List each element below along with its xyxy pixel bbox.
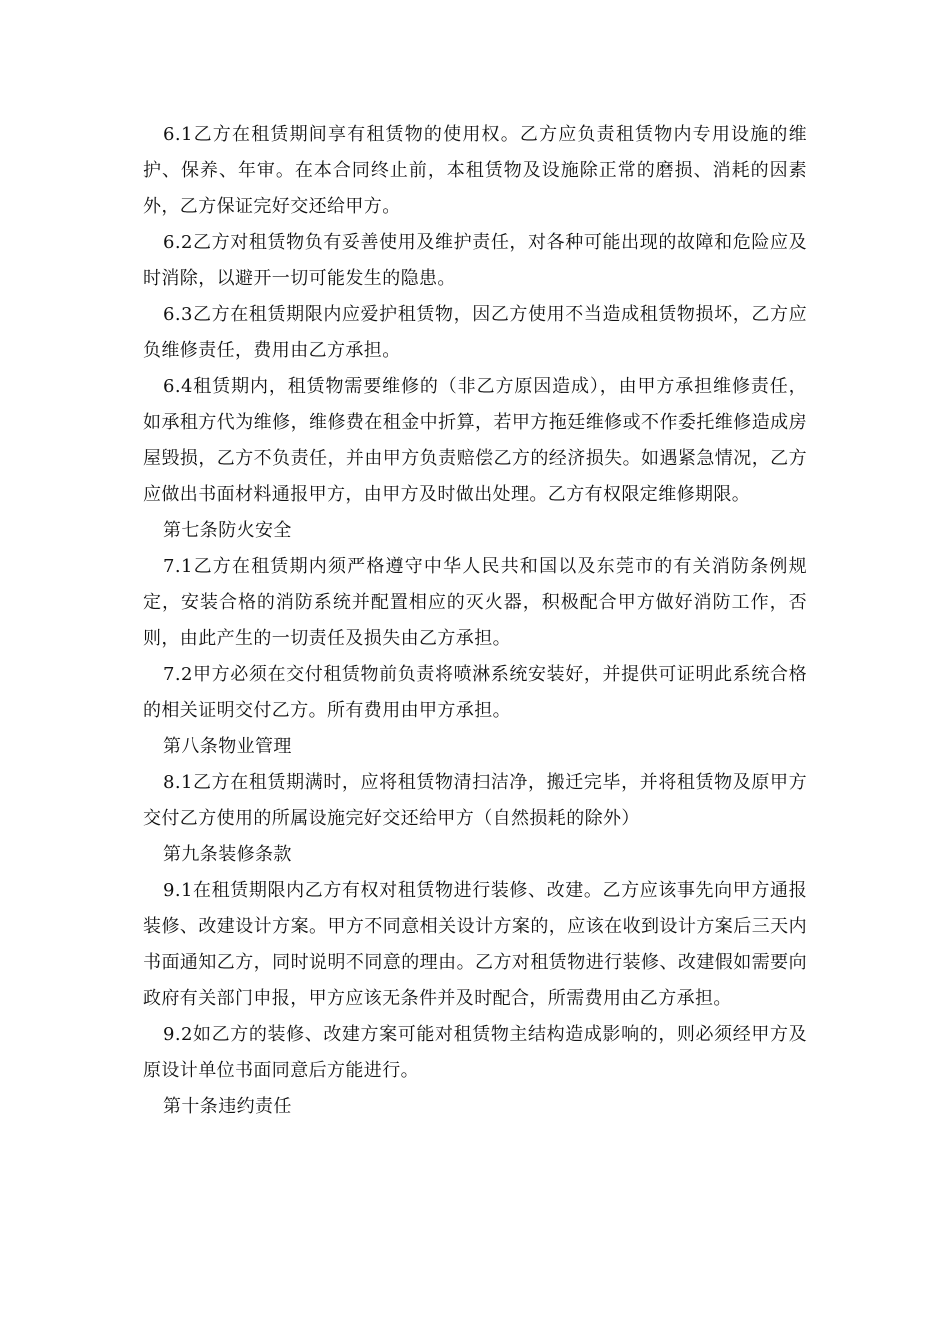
clause-6-2: 6.2乙方对租赁物负有妥善使用及维护责任，对各种可能出现的故障和危险应及时消除，以避开一切可能发生的隐患。 (143, 232, 807, 289)
clause-7-2: 7.2甲方必须在交付租赁物前负责将喷淋系统安装好，并提供可证明此系统合格的相关证明交付乙方。所有费用由甲方承担。 (143, 664, 807, 721)
clause-8-1: 8.1乙方在租赁期满时，应将租赁物清扫洁净，搬迁完毕，并将租赁物及原甲方交付乙方使用的所属设施完好交还给甲方（自然损耗的除外） (143, 772, 807, 829)
clause-9-1: 9.1在租赁期限内乙方有权对租赁物进行装修、改建。乙方应该事先向甲方通报装修、改建设计方案。甲方不同意相关设计方案的，应该在收到设计方案后三天内书面通知乙方，同时说明不同意的理由。乙方对租赁物进行装修、改建假如需要向政府有关部门申报，甲方应该无条件并及时配合，所需费用由乙方承担。 (143, 880, 807, 1009)
article-9-heading: 第九条装修条款 (163, 844, 292, 865)
clause-7-1: 7.1乙方在租赁期内须严格遵守中华人民共和国以及东莞市的有关消防条例规定，安装合格的消防系统并配置相应的灭火器，积极配合甲方做好消防工作，否则，由此产生的一切责任及损失由乙方承担。 (143, 556, 807, 649)
clause-6-1: 6.1乙方在租赁期间享有租赁物的使用权。乙方应负责租赁物内专用设施的维护、保养、年审。在本合同终止前，本租赁物及设施除正常的磨损、消耗的因素外，乙方保证完好交还给甲方。 (143, 124, 807, 217)
clause-9-2: 9.2如乙方的装修、改建方案可能对租赁物主结构造成影响的，则必须经甲方及原设计单位书面同意后方能进行。 (143, 1024, 807, 1081)
article-10-heading: 第十条违约责任 (163, 1096, 292, 1117)
article-8-heading: 第八条物业管理 (163, 736, 292, 757)
clause-6-4: 6.4租赁期内，租赁物需要维修的（非乙方原因造成），由甲方承担维修责任，如承租方代为维修，维修费在租金中折算，若甲方拖廷维修或不作委托维修造成房屋毁损，乙方不负责任，并由甲方负责赔偿乙方的经济损失。如遇紧急情况，乙方应做出书面材料通报甲方，由甲方及时做出处理。乙方有权限定维修期限。 (143, 376, 807, 505)
document-body (143, 117, 807, 1125)
clause-6-3: 6.3乙方在租赁期限内应爱护租赁物，因乙方使用不当造成租赁物损坏，乙方应负维修责任，费用由乙方承担。 (143, 304, 807, 361)
article-7-heading: 第七条防火安全 (163, 520, 292, 541)
